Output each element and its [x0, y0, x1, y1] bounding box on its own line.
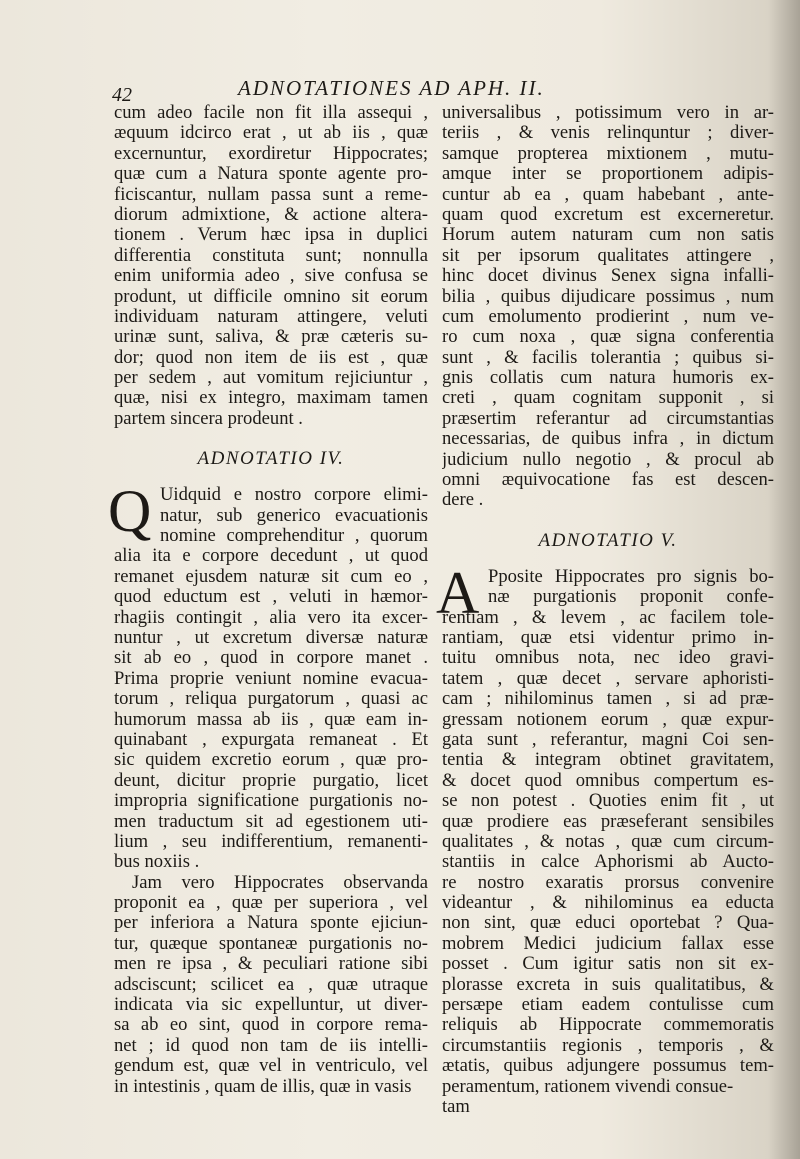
text-line: cum adeo facile non fit illa assequi , — [114, 103, 428, 123]
text-line: natur, sub generico evacuationis — [160, 505, 428, 526]
text-line: proponit ea , quæ per superiora , vel — [114, 893, 428, 914]
text-line: qualitates , & notas , quæ cum circum- — [442, 831, 774, 852]
text-line: æquum idcirco erat , ut ab iis , quæ — [114, 123, 428, 144]
text-line: enim uniformia adeo , sive confusa se — [114, 266, 428, 287]
page-number: 42 — [112, 84, 132, 106]
text-line: se non potest . Quoties enim fit , ut — [442, 791, 774, 812]
text-line: excernuntur, exordiretur Hippocrates; — [114, 143, 428, 164]
text-line: in intestinis , quam de illis, quæ in vasis — [114, 1076, 412, 1097]
text-line: rantiam, quæ etsi videntur primo in- — [442, 627, 774, 648]
section-heading-adnotatio-v: ADNOTATIO V. — [538, 529, 678, 551]
left-paragraph-2 — [114, 485, 428, 872]
text-line: diorum admixtione, & actione altera- — [114, 204, 428, 225]
right-paragraph-2 — [442, 567, 774, 1097]
left-column — [108, 103, 428, 1097]
text-line: mobrem Medici judicium fallax esse — [442, 933, 774, 954]
text-line: circumstantiis regionis , temporis , & — [442, 1035, 774, 1056]
left-paragraph-2-wrap — [108, 478, 428, 873]
text-line: reliquis ab Hippocrate commemoratis — [442, 1015, 774, 1036]
text-line: omni æquivocatione fas est descen- — [442, 470, 774, 491]
text-line: indicata via sic expelluntur, ut diver- — [114, 995, 428, 1016]
text-line: per sedem , aut vomitum rejiciuntur , — [114, 368, 428, 389]
text-line: quod eductum est , veluti in hæmor- — [114, 587, 428, 608]
text-line: cuntur ab ea , quam habebant , ante- — [442, 184, 774, 205]
right-column — [436, 103, 774, 1117]
right-paragraph-1 — [442, 103, 774, 511]
text-line: cum emolumento prodierint , num ve- — [442, 306, 774, 327]
text-line: humorum massa ab iis , quæ eam in- — [114, 709, 428, 730]
text-line: Uidquid e nostro corpore elimi- — [160, 485, 428, 506]
text-line: Prima proprie veniunt nomine evacua- — [114, 668, 428, 689]
text-line: net ; id quod non tam de iis intelli- — [114, 1035, 428, 1056]
text-line: sit per ipsorum qualitates attingere , — [442, 245, 774, 266]
text-line: dere . — [442, 490, 484, 511]
text-line: adsciscunt; scilicet ea , quæ utraque — [114, 974, 428, 995]
text-line: tatem , quæ decet , servare aphoristi- — [442, 668, 774, 689]
text-line: teriis , & venis relinquntur ; diver- — [442, 123, 774, 144]
text-line: quinabant , expurgata remaneat . Et — [114, 729, 428, 750]
text-line: dor; quod non item de iis est , quæ — [114, 347, 428, 368]
right-paragraph-2-wrap — [436, 559, 774, 1097]
text-line: gnis collatis cum natura humoris ex- — [442, 368, 774, 389]
text-line: per inferiora a Natura sponte ejiciun- — [114, 913, 428, 934]
text-line: videantur , & nihilominus ea educta — [442, 893, 774, 914]
drop-cap-initial: A — [436, 559, 480, 626]
text-line: quæ cum a Natura sponte agente pro- — [114, 164, 428, 185]
text-line: posset . Cum igitur satis non sit ex- — [442, 954, 774, 975]
text-line: præsertim referantur ad circumstantias — [442, 408, 774, 429]
text-line: hinc docet divinus Senex signa infalli- — [442, 266, 774, 287]
running-head: ADNOTATIONES AD APH. II. — [238, 76, 545, 100]
text-line: partem sincera prodeunt . — [114, 408, 303, 429]
text-line: gressam notionem eorum , quæ expur- — [442, 709, 774, 730]
text-line: produnt, ut difficile omnino sit eorum — [114, 286, 428, 307]
text-line: persæpe etiam eadem contulisse cum — [442, 995, 774, 1016]
text-line: universalibus , potissimum vero in ar- — [442, 103, 774, 123]
text-line: Pposite Hippocrates pro signis bo- — [488, 566, 774, 587]
text-line: Jam vero Hippocrates observanda — [132, 872, 428, 893]
text-line: men re ipsa , & peculiari ratione sibi — [114, 954, 428, 975]
text-line: sic quidem excretio eorum , quæ pro- — [114, 750, 428, 771]
text-line: amque inter se proportionem adipis- — [442, 164, 774, 185]
text-line: judicium nullo negotio , & procul ab — [442, 449, 774, 470]
text-line: Horum autem naturam cum non satis — [442, 225, 774, 246]
text-line: individuam naturam attingere, veluti — [114, 306, 428, 327]
text-line: stantiis in calce Aphorismi ab Aucto- — [442, 852, 774, 873]
text-line: creti , quam cognitam supponit , si — [442, 388, 774, 409]
text-line: ætatis, quibus adjungere possumus tem- — [442, 1056, 774, 1077]
text-line: næ purgationis proponit confe- — [488, 587, 774, 608]
text-line: tionem . Verum hæc ipsa in duplici — [114, 225, 428, 246]
text-line: deunt, dicitur proprie purgatio, licet — [114, 770, 428, 791]
text-line: quæ prodiere eas præseferant sensibiles — [442, 811, 774, 832]
text-line: alia ita e corpore decedunt , ut quod — [114, 546, 428, 567]
text-line: cam ; nihilominus tamen , si ad præ- — [442, 689, 774, 710]
text-line: peramentum, rationem vivendi consue- — [442, 1076, 734, 1097]
text-line: sa ab eo sint, quod in corpore rema- — [114, 1015, 428, 1036]
text-line: ficiscantur, nullam passa sunt a reme- — [114, 184, 428, 205]
text-line: bilia , quibus dijudicare possimus , num — [442, 286, 774, 307]
text-line: nomine comprehenditur , quorum — [160, 526, 428, 547]
catchword: tam — [442, 1096, 470, 1117]
text-line: sunt , & facilis tolerantia ; quibus si- — [442, 347, 774, 368]
text-line: remanet ejusdem naturæ sit cum eo , — [114, 566, 428, 587]
text-line: samque propterea mixtionem , mutu- — [442, 143, 774, 164]
text-line: men traductum sit ad egestionem uti- — [114, 811, 428, 832]
text-line: plorasse excreta in suis qualitatibus, & — [442, 974, 774, 995]
text-line: quæ, nisi ex integro, maximam tamen — [114, 388, 428, 409]
text-line: re nostro exaratis prorsus convenire — [442, 872, 774, 893]
text-line: lium , seu indifferentium, remanenti- — [114, 831, 428, 852]
text-line: sit ab eo , quod in corpore manet . — [114, 648, 428, 669]
text-line: nuntur , ut excretum diversæ naturæ — [114, 627, 428, 648]
text-line: ro cum noxa , quæ signa conferentia — [442, 327, 774, 348]
text-line: necessarias, de quibus infra , in dictum — [442, 429, 774, 450]
text-line: gendum est, quæ vel in ventriculo, vel — [114, 1056, 428, 1077]
text-line: differentia constituta sunt; nonnulla — [114, 245, 428, 266]
text-line: rhagiis contingit , alia vero ita excer- — [114, 607, 428, 628]
text-line: torum , reliqua purgatorum , quasi ac — [114, 689, 428, 710]
drop-cap-initial: Q — [108, 478, 152, 545]
text-line: tentia & integram obtinet gravitatem, — [442, 750, 774, 771]
section-heading-adnotatio-iv: ADNOTATIO IV. — [197, 448, 345, 470]
text-line: gata sunt , referantur, magni Coi sen- — [442, 729, 774, 750]
text-line: tur, quæque spontaneæ purgationis no- — [114, 933, 428, 954]
left-paragraph-1 — [114, 103, 428, 429]
text-line: urinæ sunt, saliva, & præ cæteris su- — [114, 327, 428, 348]
text-line: bus noxiis . — [114, 852, 200, 873]
left-paragraph-3 — [114, 873, 428, 1097]
text-line: quam quod excretum est excerneretur. — [442, 204, 774, 225]
text-line: rentiam , & levem , ac facilem tole- — [442, 607, 774, 628]
text-line: tuitu omnibus nota, nec ideo gravi- — [442, 648, 774, 669]
text-line: impropria significatione purgationis no- — [114, 791, 428, 812]
text-line: non sint, quæ educi oportebat ? Qua- — [442, 913, 774, 934]
text-line: & docet quod omnibus compertum es- — [442, 770, 774, 791]
